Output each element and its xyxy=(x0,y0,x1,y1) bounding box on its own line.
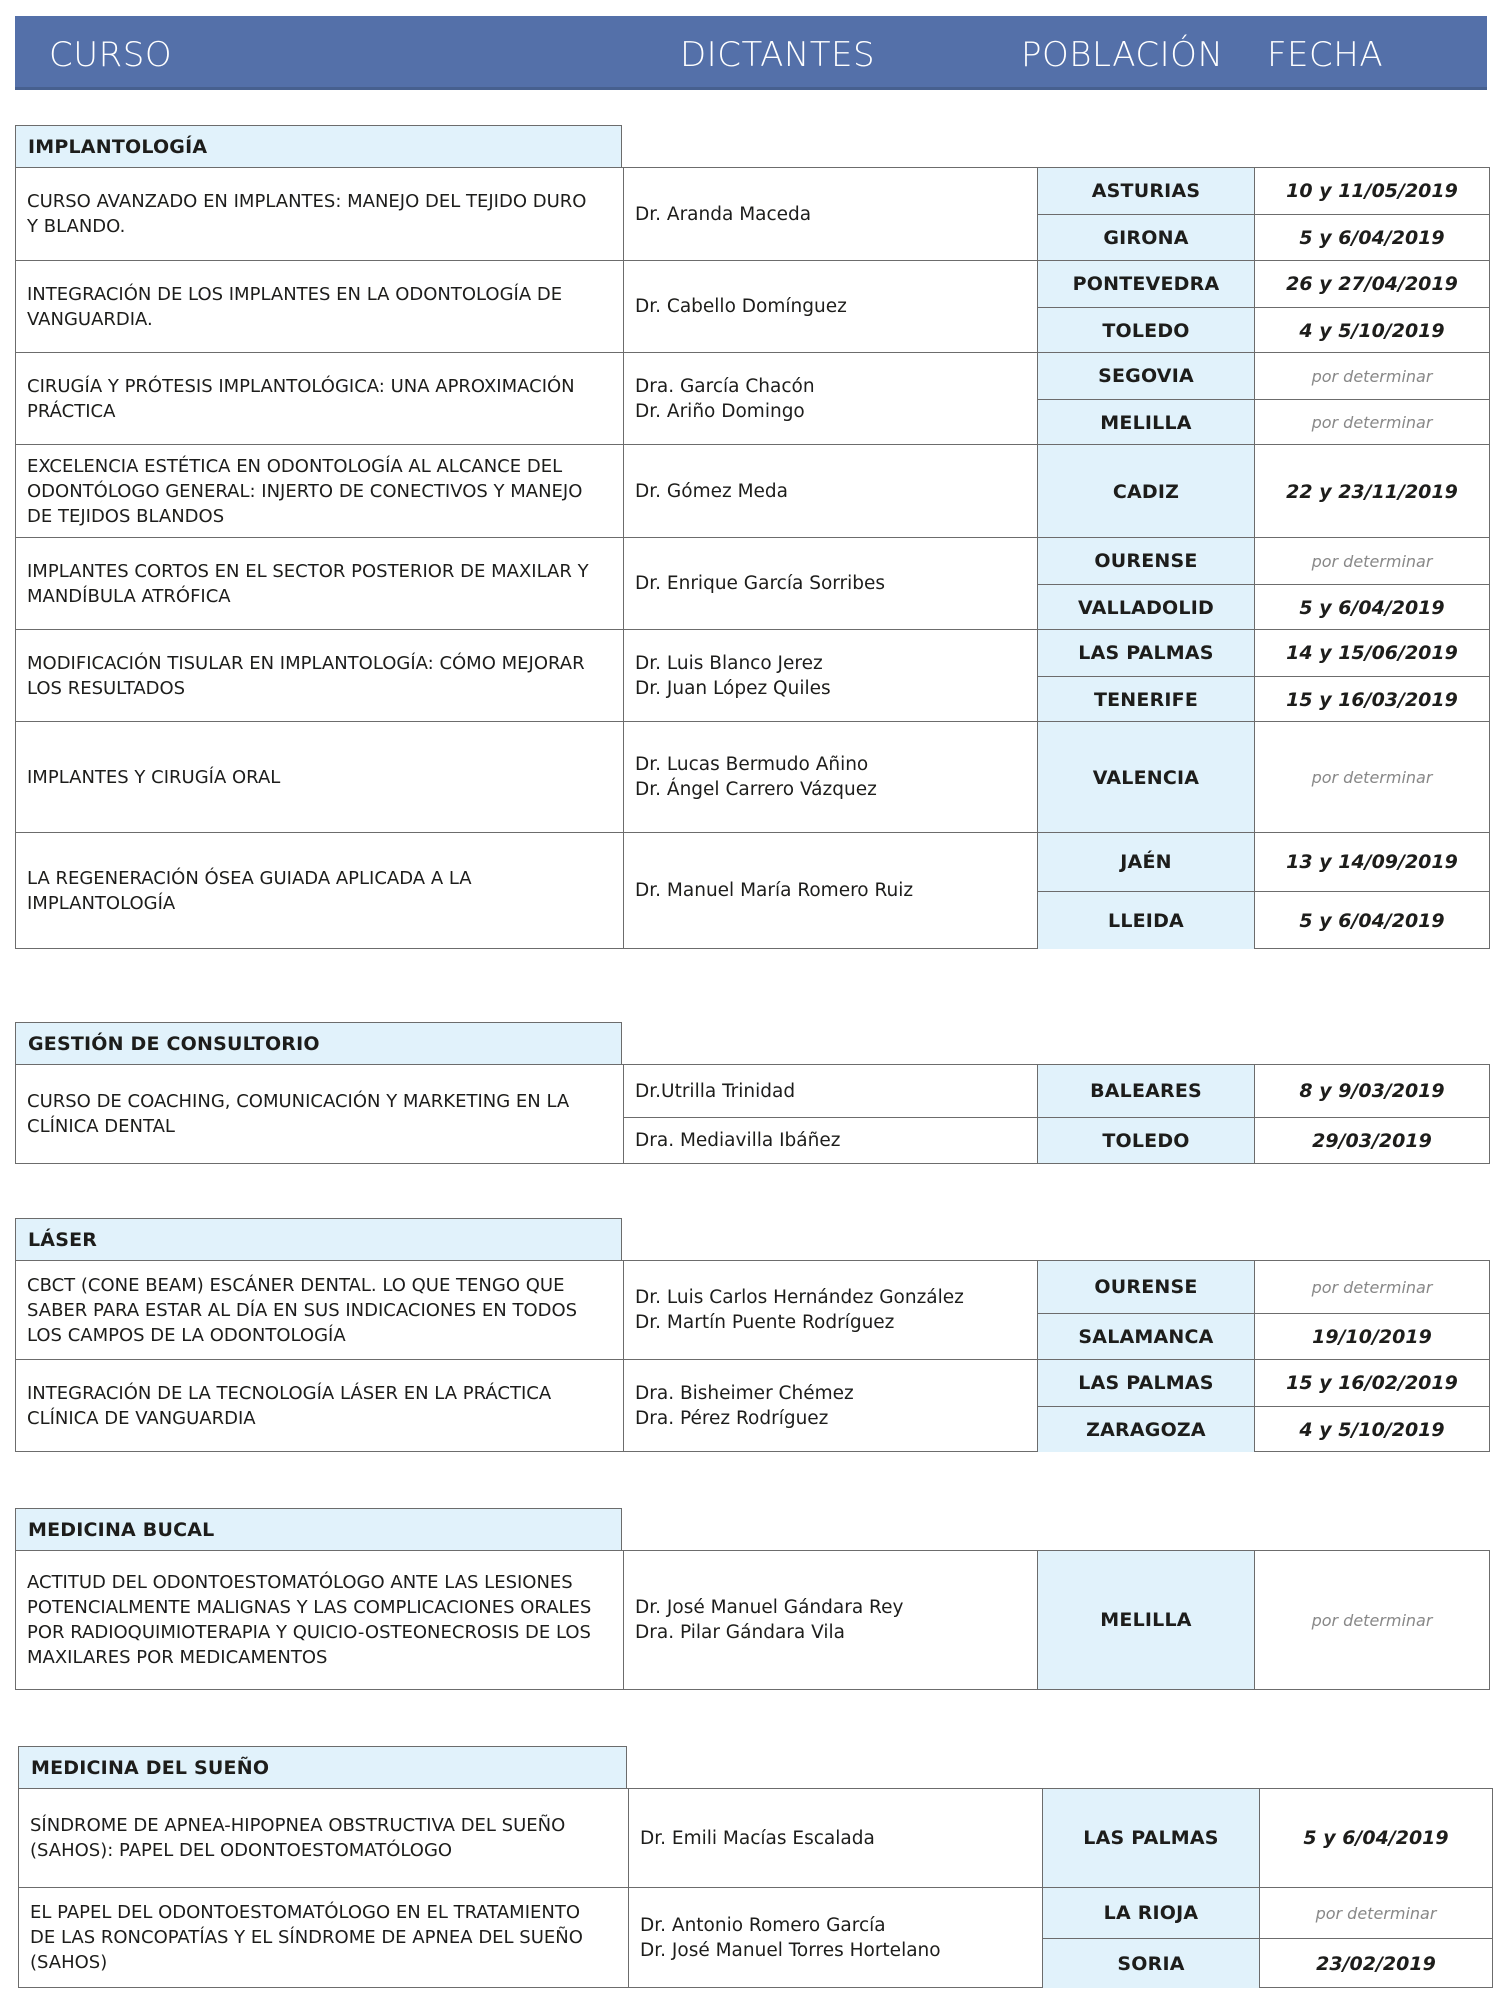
location-cell: SORIA xyxy=(1043,1939,1259,1988)
table-row xyxy=(16,352,1489,444)
course-title: IMPLANTES Y CIRUGÍA ORAL xyxy=(27,766,281,788)
course-title: EXCELENCIA ESTÉTICA EN ODONTOLOGÍA AL ALCANCE DEL ODONTÓLOGO GENERAL: INJERTO DE CONECTIVOS Y MANEJO DE TEJIDOS BLANDOS xyxy=(27,455,583,527)
instructor-name: Dr. Luis Carlos Hernández González xyxy=(635,1287,964,1308)
session-row xyxy=(1043,1789,1492,1887)
header-fecha: FECHA xyxy=(1267,35,1384,75)
course-title: INTEGRACIÓN DE LA TECNOLOGÍA LÁSER EN LA PRÁCTICA CLÍNICA DE VANGUARDIA xyxy=(27,1382,552,1429)
section-title: LÁSER xyxy=(15,1218,622,1261)
instructors xyxy=(628,1789,1042,1887)
header-curso: CURSO xyxy=(49,35,173,75)
session-row xyxy=(1038,1065,1489,1117)
location-cell: LAS PALMAS xyxy=(1038,1360,1254,1406)
instructor-name: Dr. Juan López Quiles xyxy=(635,677,831,699)
instructors xyxy=(623,261,1037,352)
instructor-name: Dr. Aranda Maceda xyxy=(635,203,812,225)
instructors xyxy=(623,445,1037,537)
location-cell: LAS PALMAS xyxy=(1038,630,1254,676)
instructor-name: Dr. José Manuel Torres Hortelano xyxy=(640,1939,941,1961)
course-title: ACTITUD DEL ODONTOESTOMATÓLOGO ANTE LAS LESIONES POTENCIALMENTE MALIGNAS Y LAS COMPLICACIONES ORALES POR RADIOQUIMIOTERAPIA Y QUICIO-OSTEONECROSIS DE LOS MAXILARES POR MEDICAMENTOS xyxy=(27,1572,592,1668)
location-cell: GIRONA xyxy=(1038,215,1254,260)
location-cell: VALENCIA xyxy=(1038,722,1254,833)
table-row xyxy=(16,629,1489,721)
session-list xyxy=(1037,722,1489,832)
course-title: CIRUGÍA Y PRÓTESIS IMPLANTOLÓGICA: UNA APROXIMACIÓN PRÁCTICA xyxy=(27,375,575,422)
table-row xyxy=(16,168,1489,260)
instructors xyxy=(623,722,1037,832)
location-cell: SEGOVIA xyxy=(1038,353,1254,399)
date-cell: 8 y 9/03/2019 xyxy=(1254,1065,1489,1117)
instructor-name: Dr. Lucas Bermudo Añino xyxy=(635,754,869,775)
location-cell: OURENSE xyxy=(1038,538,1254,584)
course-title: CURSO AVANZADO EN IMPLANTES: MANEJO DEL TEJIDO DURO Y BLANDO. xyxy=(27,191,587,237)
session-row xyxy=(1038,307,1489,353)
instructor-name: Dr. Manuel María Romero Ruiz xyxy=(635,880,914,901)
instructor-name: Dr. José Manuel Gándara Rey xyxy=(635,1597,904,1618)
instructor-name: Dra. Pilar Gándara Vila xyxy=(635,1622,845,1643)
session-row xyxy=(1038,630,1489,676)
course-title: CURSO DE COACHING, COMUNICACIÓN Y MARKETING EN LA CLÍNICA DENTAL xyxy=(27,1091,570,1137)
instructors xyxy=(623,538,1037,629)
location-cell: CADIZ xyxy=(1038,445,1254,538)
table-row xyxy=(16,1261,1489,1359)
session-row xyxy=(1038,1313,1489,1359)
date-cell: 19/10/2019 xyxy=(1254,1314,1489,1359)
instructor-list xyxy=(640,1826,875,1851)
session-row xyxy=(1038,214,1489,260)
instructor-name: Dr. Martín Puente Rodríguez xyxy=(635,1312,895,1333)
instructor-list xyxy=(635,571,885,596)
location-cell: ASTURIAS xyxy=(1038,168,1254,214)
course-title: INTEGRACIÓN DE LOS IMPLANTES EN LA ODONTOLOGÍA DE VANGUARDIA. xyxy=(27,283,563,330)
session-row xyxy=(1038,1117,1489,1163)
location-cell: LLEIDA xyxy=(1038,892,1254,949)
instructors xyxy=(623,630,1037,721)
table-row xyxy=(16,260,1489,352)
course-title: LA REGENERACIÓN ÓSEA GUIADA APLICADA A LA IMPLANTOLOGÍA xyxy=(27,867,472,914)
session-row xyxy=(1038,168,1489,214)
instructors xyxy=(623,1551,1037,1689)
instructor-name: Dr. Ángel Carrero Vázquez xyxy=(635,779,877,800)
location-cell: MELILLA xyxy=(1038,1551,1254,1689)
location-cell: TENERIFE xyxy=(1038,677,1254,722)
location-cell: TOLEDO xyxy=(1038,1118,1254,1163)
course-table xyxy=(15,167,1490,949)
location-cell: LA RIOJA xyxy=(1043,1888,1259,1938)
instructor-name: Dr. Emili Macías Escalada xyxy=(640,1827,875,1849)
date-cell: 14 y 15/06/2019 xyxy=(1254,630,1489,676)
instructor-name: Dra. Pérez Rodríguez xyxy=(635,1407,829,1429)
session-row xyxy=(1038,353,1489,399)
table-row xyxy=(19,1887,1492,1987)
instructor-name: Dra. García Chacón xyxy=(635,375,815,397)
instructors xyxy=(623,1065,1037,1163)
instructors xyxy=(623,1261,1037,1359)
instructors xyxy=(623,1360,1037,1451)
date-cell: 4 y 5/10/2019 xyxy=(1254,1407,1489,1452)
instructor-list xyxy=(640,1913,941,1963)
instructor-name: Dr. Luis Blanco Jerez xyxy=(635,652,823,674)
date-cell: 5 y 6/04/2019 xyxy=(1259,1789,1492,1887)
instructor-name: Dr. Cabello Domínguez xyxy=(635,296,847,317)
date-cell: por determinar xyxy=(1254,353,1489,399)
table-row xyxy=(16,1065,1489,1163)
date-cell: 5 y 6/04/2019 xyxy=(1254,585,1489,630)
location-cell: JAÉN xyxy=(1038,833,1254,891)
session-row xyxy=(1038,1261,1489,1313)
course-title: EL PAPEL DEL ODONTOESTOMATÓLOGO EN EL TRATAMIENTO DE LAS RONCOPATÍAS Y EL SÍNDROME DE APNEA DEL SUEÑO (SAHOS) xyxy=(30,1902,583,1973)
header-dictantes: DICTANTES xyxy=(680,35,876,75)
course-title: MODIFICACIÓN TISULAR EN IMPLANTOLOGÍA: CÓMO MEJORAR LOS RESULTADOS xyxy=(27,652,585,699)
session-row xyxy=(1038,1406,1489,1452)
table-row xyxy=(16,1551,1489,1689)
instructor-list xyxy=(635,374,815,424)
date-cell: 15 y 16/03/2019 xyxy=(1254,677,1489,722)
date-cell: por determinar xyxy=(1254,722,1489,833)
date-cell: por determinar xyxy=(1254,400,1489,445)
location-cell: BALEARES xyxy=(1038,1065,1254,1117)
section-title: GESTIÓN DE CONSULTORIO xyxy=(15,1022,622,1065)
date-cell: por determinar xyxy=(1254,538,1489,584)
session-list xyxy=(1037,1360,1489,1451)
instructors xyxy=(623,168,1037,260)
location-cell: ZARAGOZA xyxy=(1038,1407,1254,1452)
session-list xyxy=(1037,168,1489,260)
session-list xyxy=(1037,261,1489,352)
session-list xyxy=(1037,445,1489,537)
session-list xyxy=(1037,1065,1489,1163)
instructors xyxy=(623,353,1037,444)
instructor-name: Dr. Ariño Domingo xyxy=(635,400,805,422)
session-list xyxy=(1037,833,1489,948)
session-row xyxy=(1038,445,1489,538)
location-cell: LAS PALMAS xyxy=(1043,1789,1259,1887)
location-cell: PONTEVEDRA xyxy=(1038,261,1254,307)
session-row xyxy=(1043,1888,1492,1938)
instructor-list xyxy=(635,651,831,701)
instructor-list xyxy=(635,202,811,227)
session-list xyxy=(1042,1789,1492,1887)
section-title: MEDICINA DEL SUEÑO xyxy=(18,1746,627,1789)
header-poblacion: POBLACIÓN xyxy=(1021,35,1224,75)
instructor-list xyxy=(635,294,847,319)
date-cell: 22 y 23/11/2019 xyxy=(1254,445,1489,538)
date-cell: 23/02/2019 xyxy=(1259,1939,1492,1988)
session-row xyxy=(1038,584,1489,630)
section-title: MEDICINA BUCAL xyxy=(15,1508,622,1551)
location-cell: VALLADOLID xyxy=(1038,585,1254,630)
instructor-list xyxy=(635,878,913,903)
location-cell: SALAMANCA xyxy=(1038,1314,1254,1359)
session-list xyxy=(1037,353,1489,444)
date-cell: 29/03/2019 xyxy=(1254,1118,1489,1163)
instructor-name: Dra. Bisheimer Chémez xyxy=(635,1382,854,1404)
date-cell: por determinar xyxy=(1259,1888,1492,1938)
location-cell: TOLEDO xyxy=(1038,308,1254,353)
date-cell: 15 y 16/02/2019 xyxy=(1254,1360,1489,1406)
instructor-name: Dr. Gómez Meda xyxy=(635,480,788,502)
session-row xyxy=(1038,722,1489,833)
session-row xyxy=(1038,261,1489,307)
date-cell: 5 y 6/04/2019 xyxy=(1254,215,1489,260)
session-row xyxy=(1038,538,1489,584)
course-table xyxy=(18,1788,1493,1988)
session-list xyxy=(1037,1261,1489,1359)
date-cell: 13 y 14/09/2019 xyxy=(1254,833,1489,891)
session-row xyxy=(1038,676,1489,722)
session-row xyxy=(1043,1938,1492,1988)
session-row xyxy=(1038,399,1489,445)
instructor-name: Dr. Antonio Romero García xyxy=(640,1914,886,1936)
instructor-name: Dra. Mediavilla Ibáñez xyxy=(624,1117,1037,1163)
table-row xyxy=(16,721,1489,832)
instructors xyxy=(623,833,1037,948)
table-row xyxy=(19,1789,1492,1887)
session-row xyxy=(1038,891,1489,949)
instructor-list xyxy=(635,479,788,504)
session-row xyxy=(1038,833,1489,891)
instructor-list xyxy=(635,1595,903,1645)
section-title: IMPLANTOLOGÍA xyxy=(15,125,622,168)
table-row xyxy=(16,537,1489,629)
session-row xyxy=(1038,1551,1489,1689)
session-list xyxy=(1037,1551,1489,1689)
instructor-list xyxy=(635,1381,854,1431)
table-row xyxy=(16,444,1489,537)
course-table xyxy=(15,1550,1490,1690)
instructor-list xyxy=(635,1285,964,1335)
instructor-name: Dr.Utrilla Trinidad xyxy=(635,1080,796,1102)
date-cell: 5 y 6/04/2019 xyxy=(1254,892,1489,949)
course-title: IMPLANTES CORTOS EN EL SECTOR POSTERIOR DE MAXILAR Y MANDÍBULA ATRÓFICA xyxy=(27,560,589,607)
date-cell: 26 y 27/04/2019 xyxy=(1254,261,1489,307)
date-cell: por determinar xyxy=(1254,1261,1489,1313)
course-table xyxy=(15,1064,1490,1164)
instructor-name: Dr. Enrique García Sorribes xyxy=(635,573,886,594)
table-header-bar xyxy=(15,16,1487,90)
date-cell: por determinar xyxy=(1254,1551,1489,1689)
table-row xyxy=(16,832,1489,948)
session-row xyxy=(1038,1360,1489,1406)
session-list xyxy=(1042,1888,1492,1987)
date-cell: 4 y 5/10/2019 xyxy=(1254,308,1489,353)
location-cell: OURENSE xyxy=(1038,1261,1254,1313)
session-list xyxy=(1037,538,1489,629)
session-list xyxy=(1037,630,1489,721)
course-table xyxy=(15,1260,1490,1452)
course-title: SÍNDROME DE APNEA-HIPOPNEA OBSTRUCTIVA DEL SUEÑO (SAHOS): PAPEL DEL ODONTOESTOMATÓLOGO xyxy=(30,1815,566,1861)
instructors xyxy=(628,1888,1042,1987)
date-cell: 10 y 11/05/2019 xyxy=(1254,168,1489,214)
course-title: CBCT (CONE BEAM) ESCÁNER DENTAL. LO QUE TENGO QUE SABER PARA ESTAR AL DÍA EN SUS INDICACIONES EN TODOS LOS CAMPOS DE LA ODONTOLOGÍA xyxy=(27,1274,578,1346)
location-cell: MELILLA xyxy=(1038,400,1254,445)
instructor-list xyxy=(635,752,877,802)
table-row xyxy=(16,1359,1489,1451)
